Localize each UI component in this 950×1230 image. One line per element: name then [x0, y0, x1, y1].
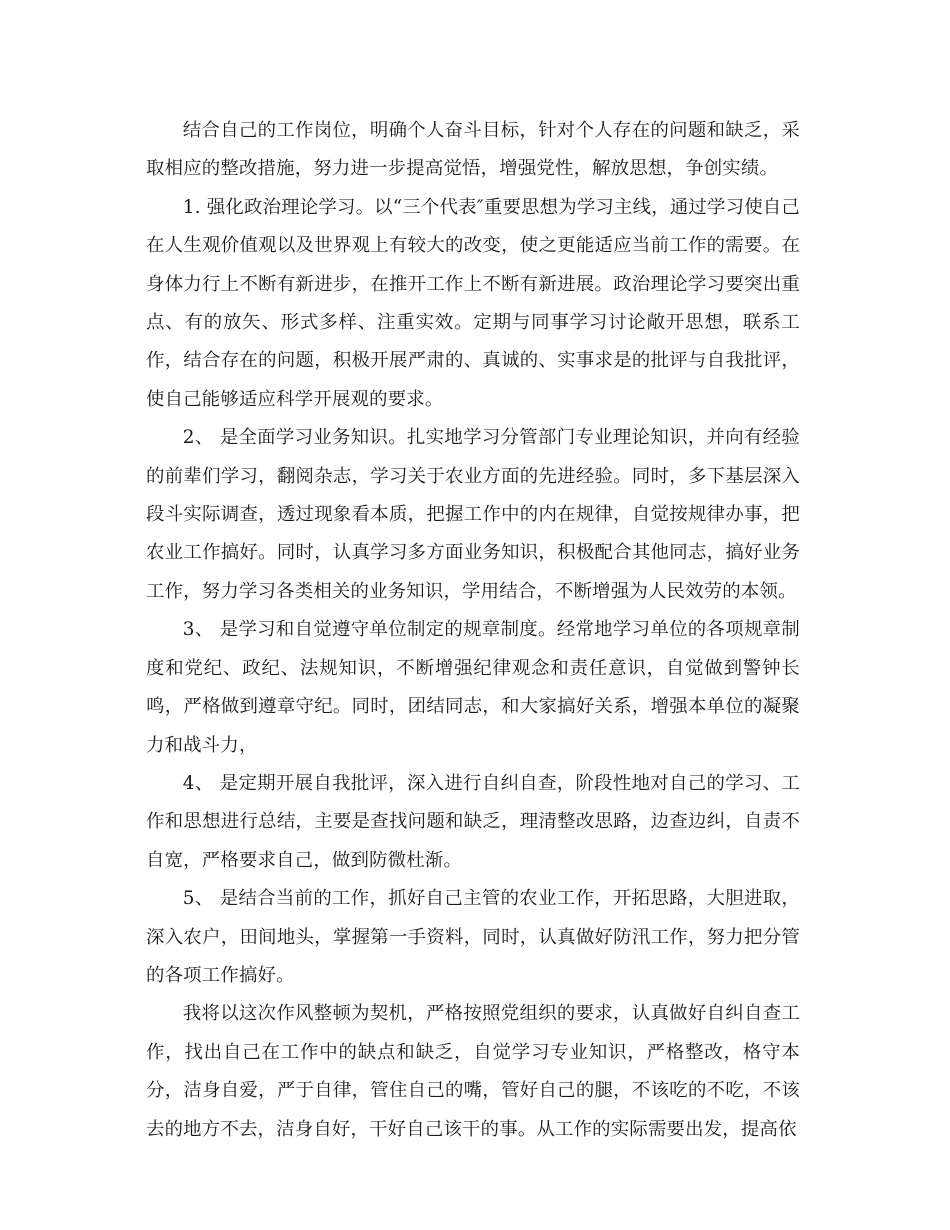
paragraph-item-3: 3、 是学习和自觉遵守单位制定的规章制度。经常地学习单位的各项规章制度和党纪、政纪、法规知识，不断增强纪律观念和责任意识，自觉做到警钟长鸣，严格做到遵章守纪。同时，团结同志，和大家搞好关系，增强本单位的凝聚力和战斗力， — [146, 619, 800, 756]
paragraph-intro: 结合自己的工作岗位，明确个人奋斗目标，针对个人存在的问题和缺乏，采取相应的整改措施，努力进一步提高觉悟，增强党性，解放思想，争创实绩。 — [146, 120, 800, 180]
paragraph-item-5: 5、 是结合当前的工作，抓好自己主管的农业工作，开拓思路，大胆进取，深入农户，田间地头，掌握第一手资料，同时，认真做好防汛工作，努力把分管的各项工作搞好。 — [146, 888, 800, 986]
paragraph-conclusion: 我将以这次作风整顿为契机，严格按照党组织的要求，认真做好自纠自查工作，找出自己在工作中的缺点和缺乏，自觉学习专业知识，严格整改，格守本分，洁身自爱，严于自律，管住自己的嘴，管好自己的腿，不该吃的不吃，不该去的地方不去，洁身自好，干好自己该干的事。从工作的实际需要出发，提高依 — [146, 1003, 800, 1140]
document-body — [146, 112, 800, 1149]
paragraph-item-4: 4、 是定期开展自我批评，深入进行自纠自查，阶段性地对自己的学习、工作和思想进行总结，主要是查找问题和缺乏，理清整改思路，边查边纠，自责不自宽，严格要求自己，做到防微杜渐。 — [146, 772, 800, 871]
paragraph-item-1: 1. 强化政治理论学习。以“三个代表″重要思想为学习主线，通过学习使自己在人生观价值观以及世界观上有较大的改变，使之更能适应当前工作的需要。在身体力行上不断有新进步，在推开工作上不断有新进展。政治理论学习要突出重点、有的放矢、形式多样、注重实效。定期与同事学习讨论敞开思想，联系工作，结合存在的问题，积极开展严肃的、真诚的、实事求是的批评与自我批评，使自己能够适应科学开展观的要求。 — [146, 196, 800, 410]
paragraph-item-2: 2、 是全面学习业务知识。扎实地学习分管部门专业理论知识，并向有经验的前辈们学习，翻阅杂志，学习关于农业方面的先进经验。同时，多下基层深入段斗实际调查，透过现象看本质，把握工作中的内在规律，自觉按规律办事，把农业工作搞好。同时，认真学习多方面业务知识，积极配合其他同志，搞好业务工作，努力学习各类相关的业务知识，学用结合，不断增强为人民效劳的本领。 — [146, 427, 800, 602]
